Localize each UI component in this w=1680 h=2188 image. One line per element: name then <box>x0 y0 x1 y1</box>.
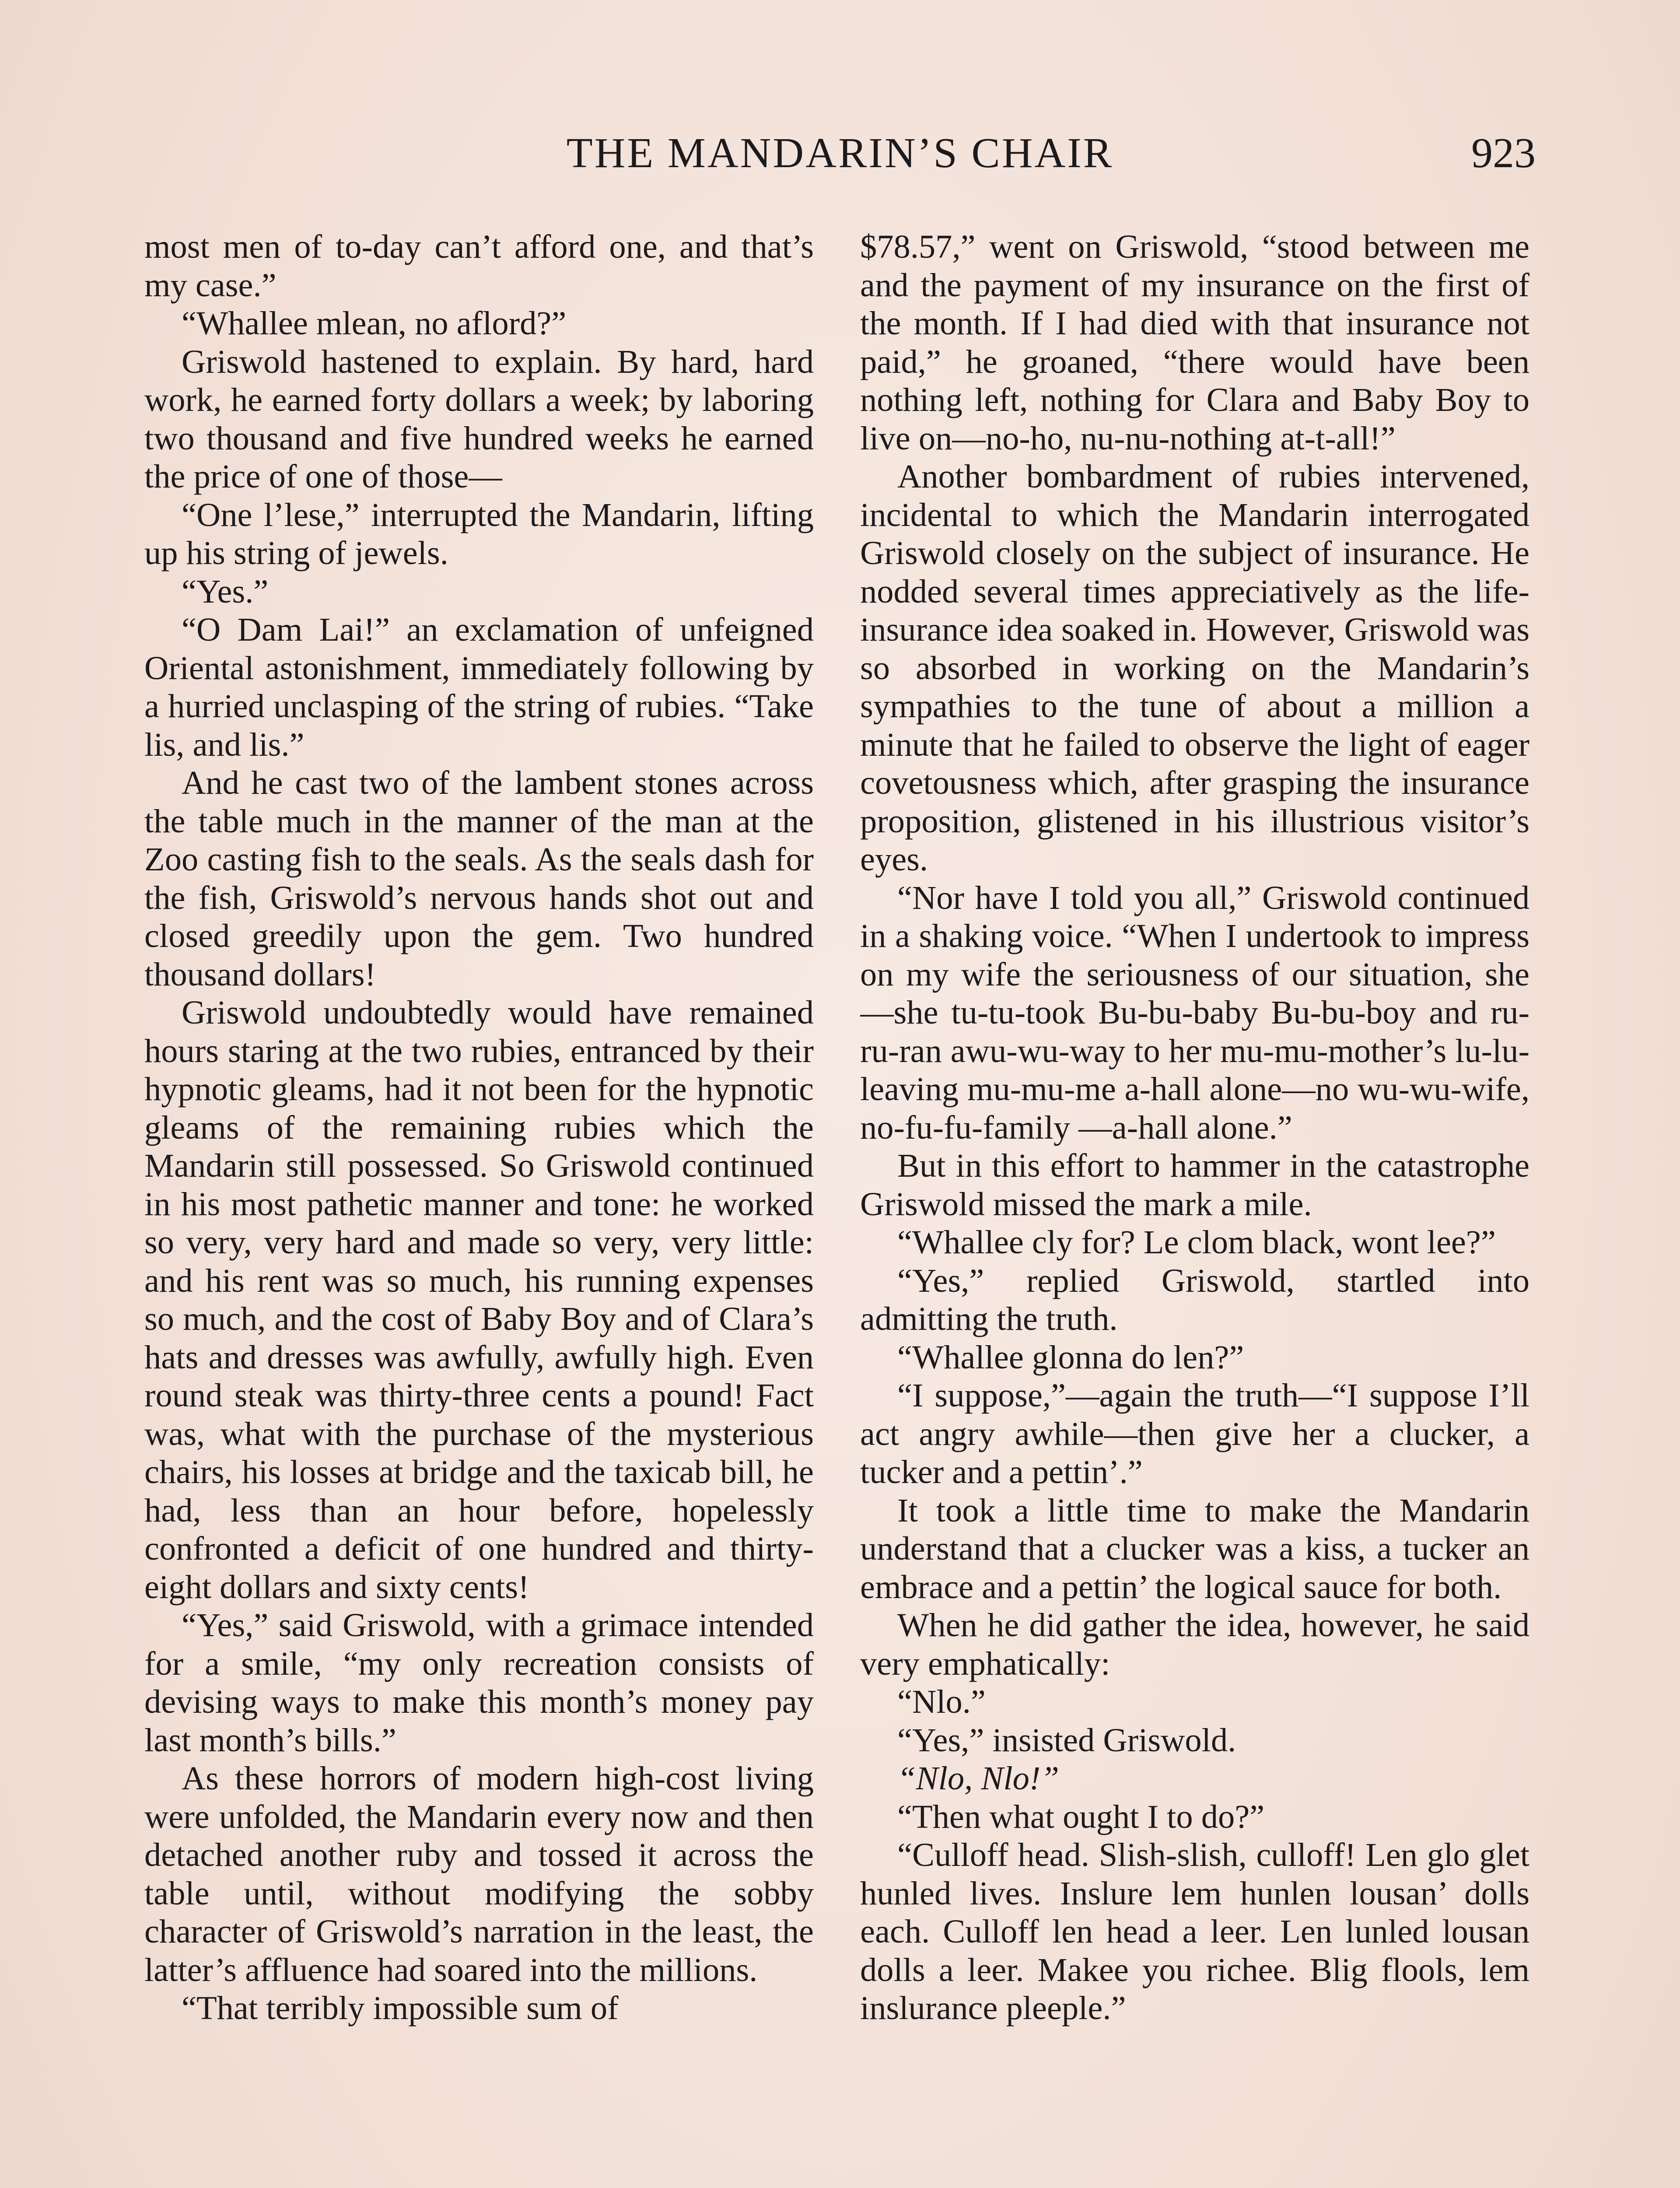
paragraph: “Nlo, Nlo!” <box>897 1760 1059 1797</box>
paragraph: As these horrors of modern high-cost living were unfolded, the Mandarin every now and then detached another ruby and tossed it across the table until, without modifying the sobby character of Griswold’s narration in the least, the latter’s affluence had soared into the millions. <box>144 1760 814 1988</box>
paragraph: “Whallee mlean, no aflord?” <box>182 305 567 342</box>
paragraph: “I suppose,”—again the truth—“I suppose I’ll act angry awhile—then give her a clucker, a tucker and a pettin’.” <box>860 1377 1530 1490</box>
paragraph: “Yes.” <box>182 572 269 610</box>
right-column <box>860 228 1530 2188</box>
paragraph: most men of to-day can’t afford one, and that’s my case.” <box>144 228 814 304</box>
paragraph: Griswold hastened to explain. By hard, hard work, he earned forty dollars a week; by laboring two thousand and five hundred weeks he earned the price of one of those— <box>144 343 814 495</box>
paragraph: “Whallee cly for? Le clom black, wont lee?” <box>897 1224 1496 1261</box>
page-title: THE MANDARIN’S CHAIR <box>566 130 1114 177</box>
paragraph: “Nor have I told you all,” Griswold continued in a shaking voice. “When I undertook to impress on my wife the seriousness of our situation, she—she tu-tu-took Bu-bu-baby Bu-bu-boy and ru-ru-ran awu-wu-way to her mu-mu-mother’s lu-lu-leaving mu-mu-me a-hall alone—no wu-wu-wife, no-fu-fu-family —a-hall alone.” <box>860 879 1530 1146</box>
paragraph: Another bombardment of rubies intervened, incidental to which the Mandarin interrogated Griswold closely on the subject of insurance. He nodded several times appreciatively as the life-insurance idea soaked in. However, Griswold was so absorbed in working on the Mandarin’s sympathies to the tune of about a million a minute that he failed to observe the light of eager covetousness which, after grasping the insurance proposition, glistened in his illustrious visitor’s eyes. <box>860 458 1530 878</box>
paragraph: “Culloff head. Slish-slish, culloff! Len glo glet hunled lives. Inslure lem hunlen lousan’ dolls each. Culloff len head a leer. Len lunled lousan dolls a leer. Makee you richee. Blig flools, lem inslurance pleeple.” <box>860 1836 1530 2027</box>
left-column <box>144 228 814 2188</box>
paragraph: “Then what ought I to do?” <box>897 1798 1265 1835</box>
paragraph: “That terribly impossible sum of <box>182 1989 619 2027</box>
paragraph: “O Dam Lai!” an exclamation of unfeigned Oriental astonishment, immediately following by a hurried unclasping of the string of rubies. “Take lis, and lis.” <box>144 611 814 763</box>
paragraph: “Yes,” replied Griswold, startled into admitting the truth. <box>860 1262 1530 1337</box>
paragraph: “Whallee glonna do len?” <box>897 1338 1244 1376</box>
paragraph: It took a little time to make the Mandarin understand that a clucker was a kiss, a tucker an embrace and a pettin’ the logical sauce for both. <box>860 1491 1530 1606</box>
paragraph: “One l’lese,” interrupted the Mandarin, lifting up his string of jewels. <box>144 496 814 572</box>
paragraph: But in this effort to hammer in the catastrophe Griswold missed the mark a mile. <box>860 1147 1530 1223</box>
paragraph: When he did gather the idea, however, he said very emphatically: <box>860 1606 1530 1682</box>
paragraph: Griswold undoubtedly would have remained hours staring at the two rubies, entranced by their hypnotic gleams, had it not been for the hypnotic gleams of the remaining rubies which the Mandarin still possessed. So Griswold continued in his most pathetic manner and tone: he worked so very, very hard and made so very, very little: and his rent was so much, his running expenses so much, and the cost of Baby Boy and of Clara’s hats and dresses was awfully, awfully high. Even round steak was thirty-three cents a pound! Fact was, what with the purchase of the mysterious chairs, his losses at bridge and the taxicab bill, he had, less than an hour before, hopelessly confronted a deficit of one hundred and thirty-eight dollars and sixty cents! <box>144 994 814 1606</box>
paragraph: “Yes,” insisted Griswold. <box>897 1721 1236 1759</box>
paragraph: “Yes,” said Griswold, with a grimace intended for a smile, “my only recreation consists of devising ways to make this month’s money pay last month’s bills.” <box>144 1606 814 1759</box>
paragraph: And he cast two of the lambent stones across the table much in the manner of the man at the Zoo casting fish to the seals. As the seals dash for the fish, Griswold’s nervous hands shot out and closed greedily upon the gem. Two hundred thousand dollars! <box>144 764 814 993</box>
page-number: 923 <box>1471 130 1536 177</box>
running-header <box>144 123 1536 184</box>
paragraph: $78.57,” went on Griswold, “stood between me and the payment of my insurance on the first of the month. If I had died with that insurance not paid,” he groaned, “there would have been nothing left, nothing for Clara and Baby Boy to live on—no-ho, nu-nu-nothing at-t-all!” <box>860 228 1530 457</box>
paragraph: “Nlo.” <box>897 1683 986 1720</box>
